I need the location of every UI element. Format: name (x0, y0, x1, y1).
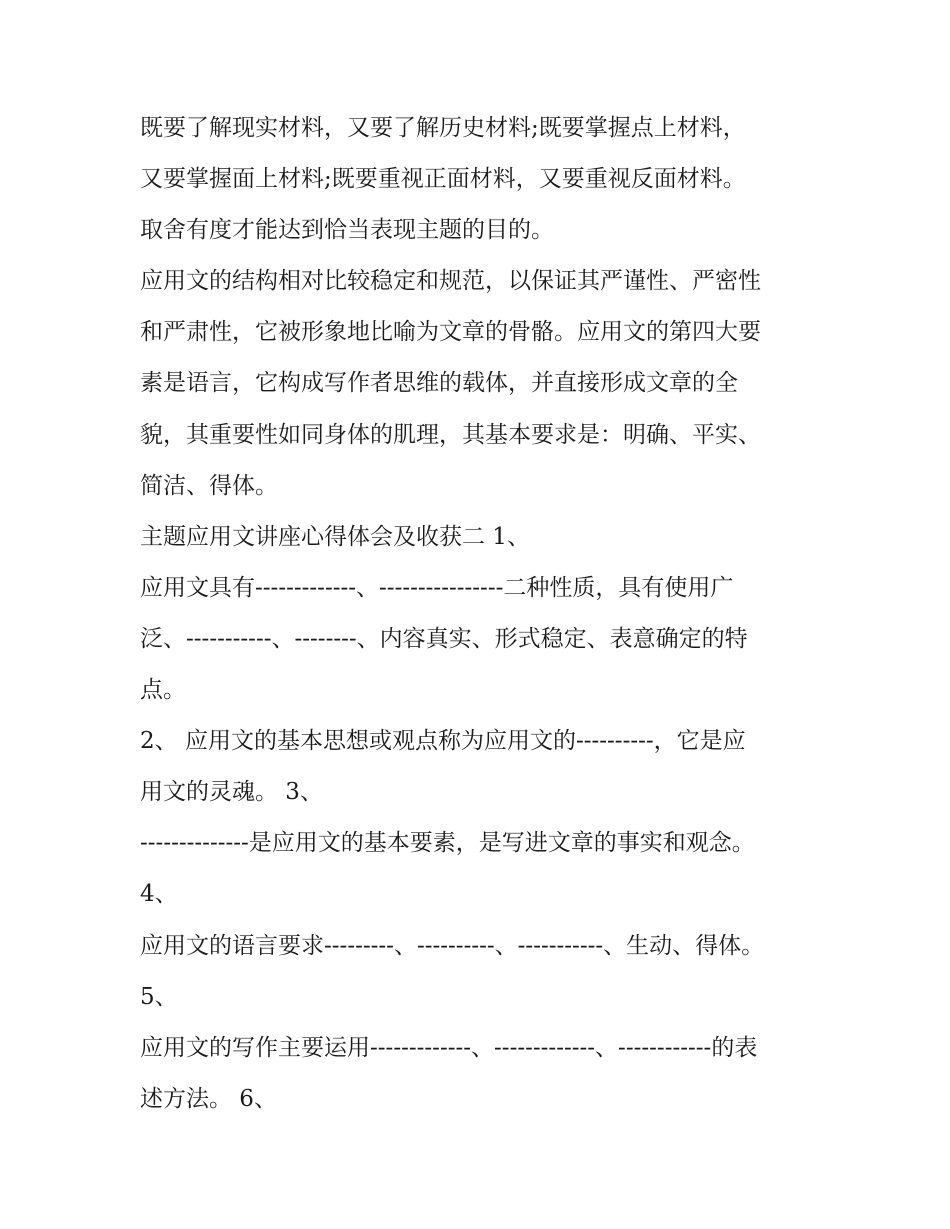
text-line: 貌，其重要性如同身体的肌理，其基本要求是：明确、平实、 (140, 421, 761, 448)
text-line: 应用文的结构相对比较稳定和规范，以保证其严谨性、严密性 (140, 268, 761, 295)
text-line: 应用文具有-------------、----------------二种性质，具有使用广 (140, 574, 734, 601)
text-line: 和严肃性，它被形象地比喻为文章的骨骼。应用文的第四大要 (140, 319, 761, 346)
text-line: 5、 (140, 983, 178, 1010)
text-line: 4、 (140, 881, 178, 908)
text-line: --------------是应用文的基本要素，是写进文章的事实和观念。 (140, 830, 755, 857)
text-line: 2、 应用文的基本思想或观点称为应用文的----------，它是应 (140, 728, 746, 755)
text-line: 用文的灵魂。 3、 (140, 779, 323, 806)
text-line: 应用文的语言要求---------、----------、-----------、生动、得体。 (140, 932, 765, 959)
text-line: 取舍有度才能达到恰当表现主题的目的。 (140, 217, 554, 244)
text-line: 泛、-----------、--------、内容真实、形式稳定、表意确定的特 (140, 625, 748, 652)
section-heading: 主题应用文讲座心得体会及收获二 1、 (140, 523, 530, 550)
text-line: 点。 (140, 677, 186, 704)
text-line: 又要掌握面上材料;既要重视正面材料，又要重视反面材料。 (140, 166, 746, 193)
text-line: 述方法。 6、 (140, 1085, 277, 1112)
text-line: 应用文的写作主要运用-------------、-------------、------------的表 (140, 1034, 758, 1061)
text-line: 素是语言，它构成写作者思维的载体，并直接形成文章的全 (140, 370, 738, 397)
body-text (140, 103, 820, 1125)
text-line: 既要了解现实材料，又要了解历史材料;既要掌握点上材料， (140, 115, 746, 141)
text-line: 简洁、得体。 (140, 472, 278, 499)
